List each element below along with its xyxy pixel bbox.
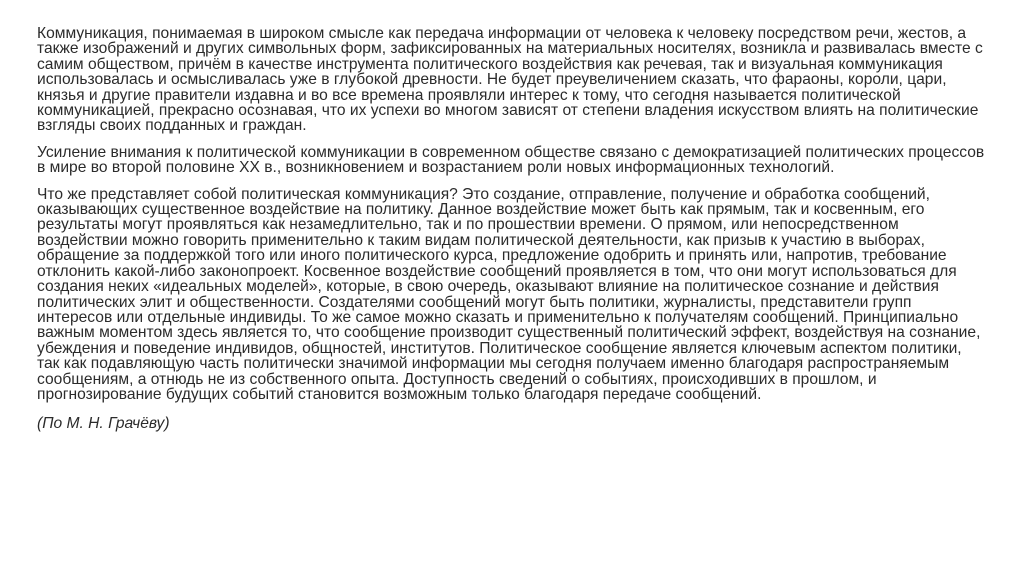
paragraph-definition: Что же представляет собой политическая коммуникация? Это создание, отправление, получение и обработка сообщений, оказывающих существенное воздействие на политику. Данное воздействие может быть как прямым, так и косвенным, его результаты могут проявляться как незамедлительно, так и по прошествии времени. О прямом, или непосредственном воздействии можно говорить применительно к таким видам политической деятельности, как призыв к участию в выборах, обращение за поддержкой того или иного политического курса, предложение одобрить и принять или, напротив, требование отклонить какой-либо законопроект. Косвенное воздействие сообщений проявляется в том, что они могут использоваться для создания неких «идеальных моделей», которые, в свою очередь, оказывают влияние на политическое сознание и действия политических элит и общественности. Создателями сообщений могут быть политики, журналисты, представители групп интересов или отдельные индивиды. То же самое можно сказать и применительно к получателям сообщений. Принципиально важным моментом здесь является то, что сообщение производит существенный политический эффект, воздействуя на сознание, убеждения и поведение индивидов, общностей, институтов. Политическое сообщение является ключевым аспектом политики, так как подавляющую часть политически значимой информации мы сегодня получаем именно благодаря распространяемым сообщениям, а отнюдь не из собственного опыта. Доступность сведений о событиях, происходивших в прошлом, и прогнозирование будущих событий становится возможным только благодаря передаче сообщений. <box>37 185 981 403</box>
slide-content <box>37 26 987 443</box>
paragraph-democratization: Усиление внимания к политической коммуникации в современном обществе связано с демократизацией политических процессов в мире во второй половине XX в., возникновением и возрастанием роли новых информационных технологий. <box>37 143 985 177</box>
paragraph-intro: Коммуникация, понимаемая в широком смысле как передача информации от человека к человеку посредством речи, жестов, а также изображений и других символьных форм, зафиксированных на материальных носителях, возникла и развивалась вместе с самим обществом, причём в качестве инструмента политического воздействия как речевая, так и визуальная коммуникация использовалась и осмысливалась уже в глубокой древности. Не будет преувеличением сказать, что фараоны, короли, цари, князья и другие правители издавна и во все времена проявляли интерес к тому, что сегодня называется политической коммуникацией, прекрасно осознавая, что их успехи во многом зависят от степени владения искусством влиять на политические взгляды своих подданных и граждан. <box>37 25 983 135</box>
attribution: (По М. Н. Грачёву) <box>37 415 170 433</box>
